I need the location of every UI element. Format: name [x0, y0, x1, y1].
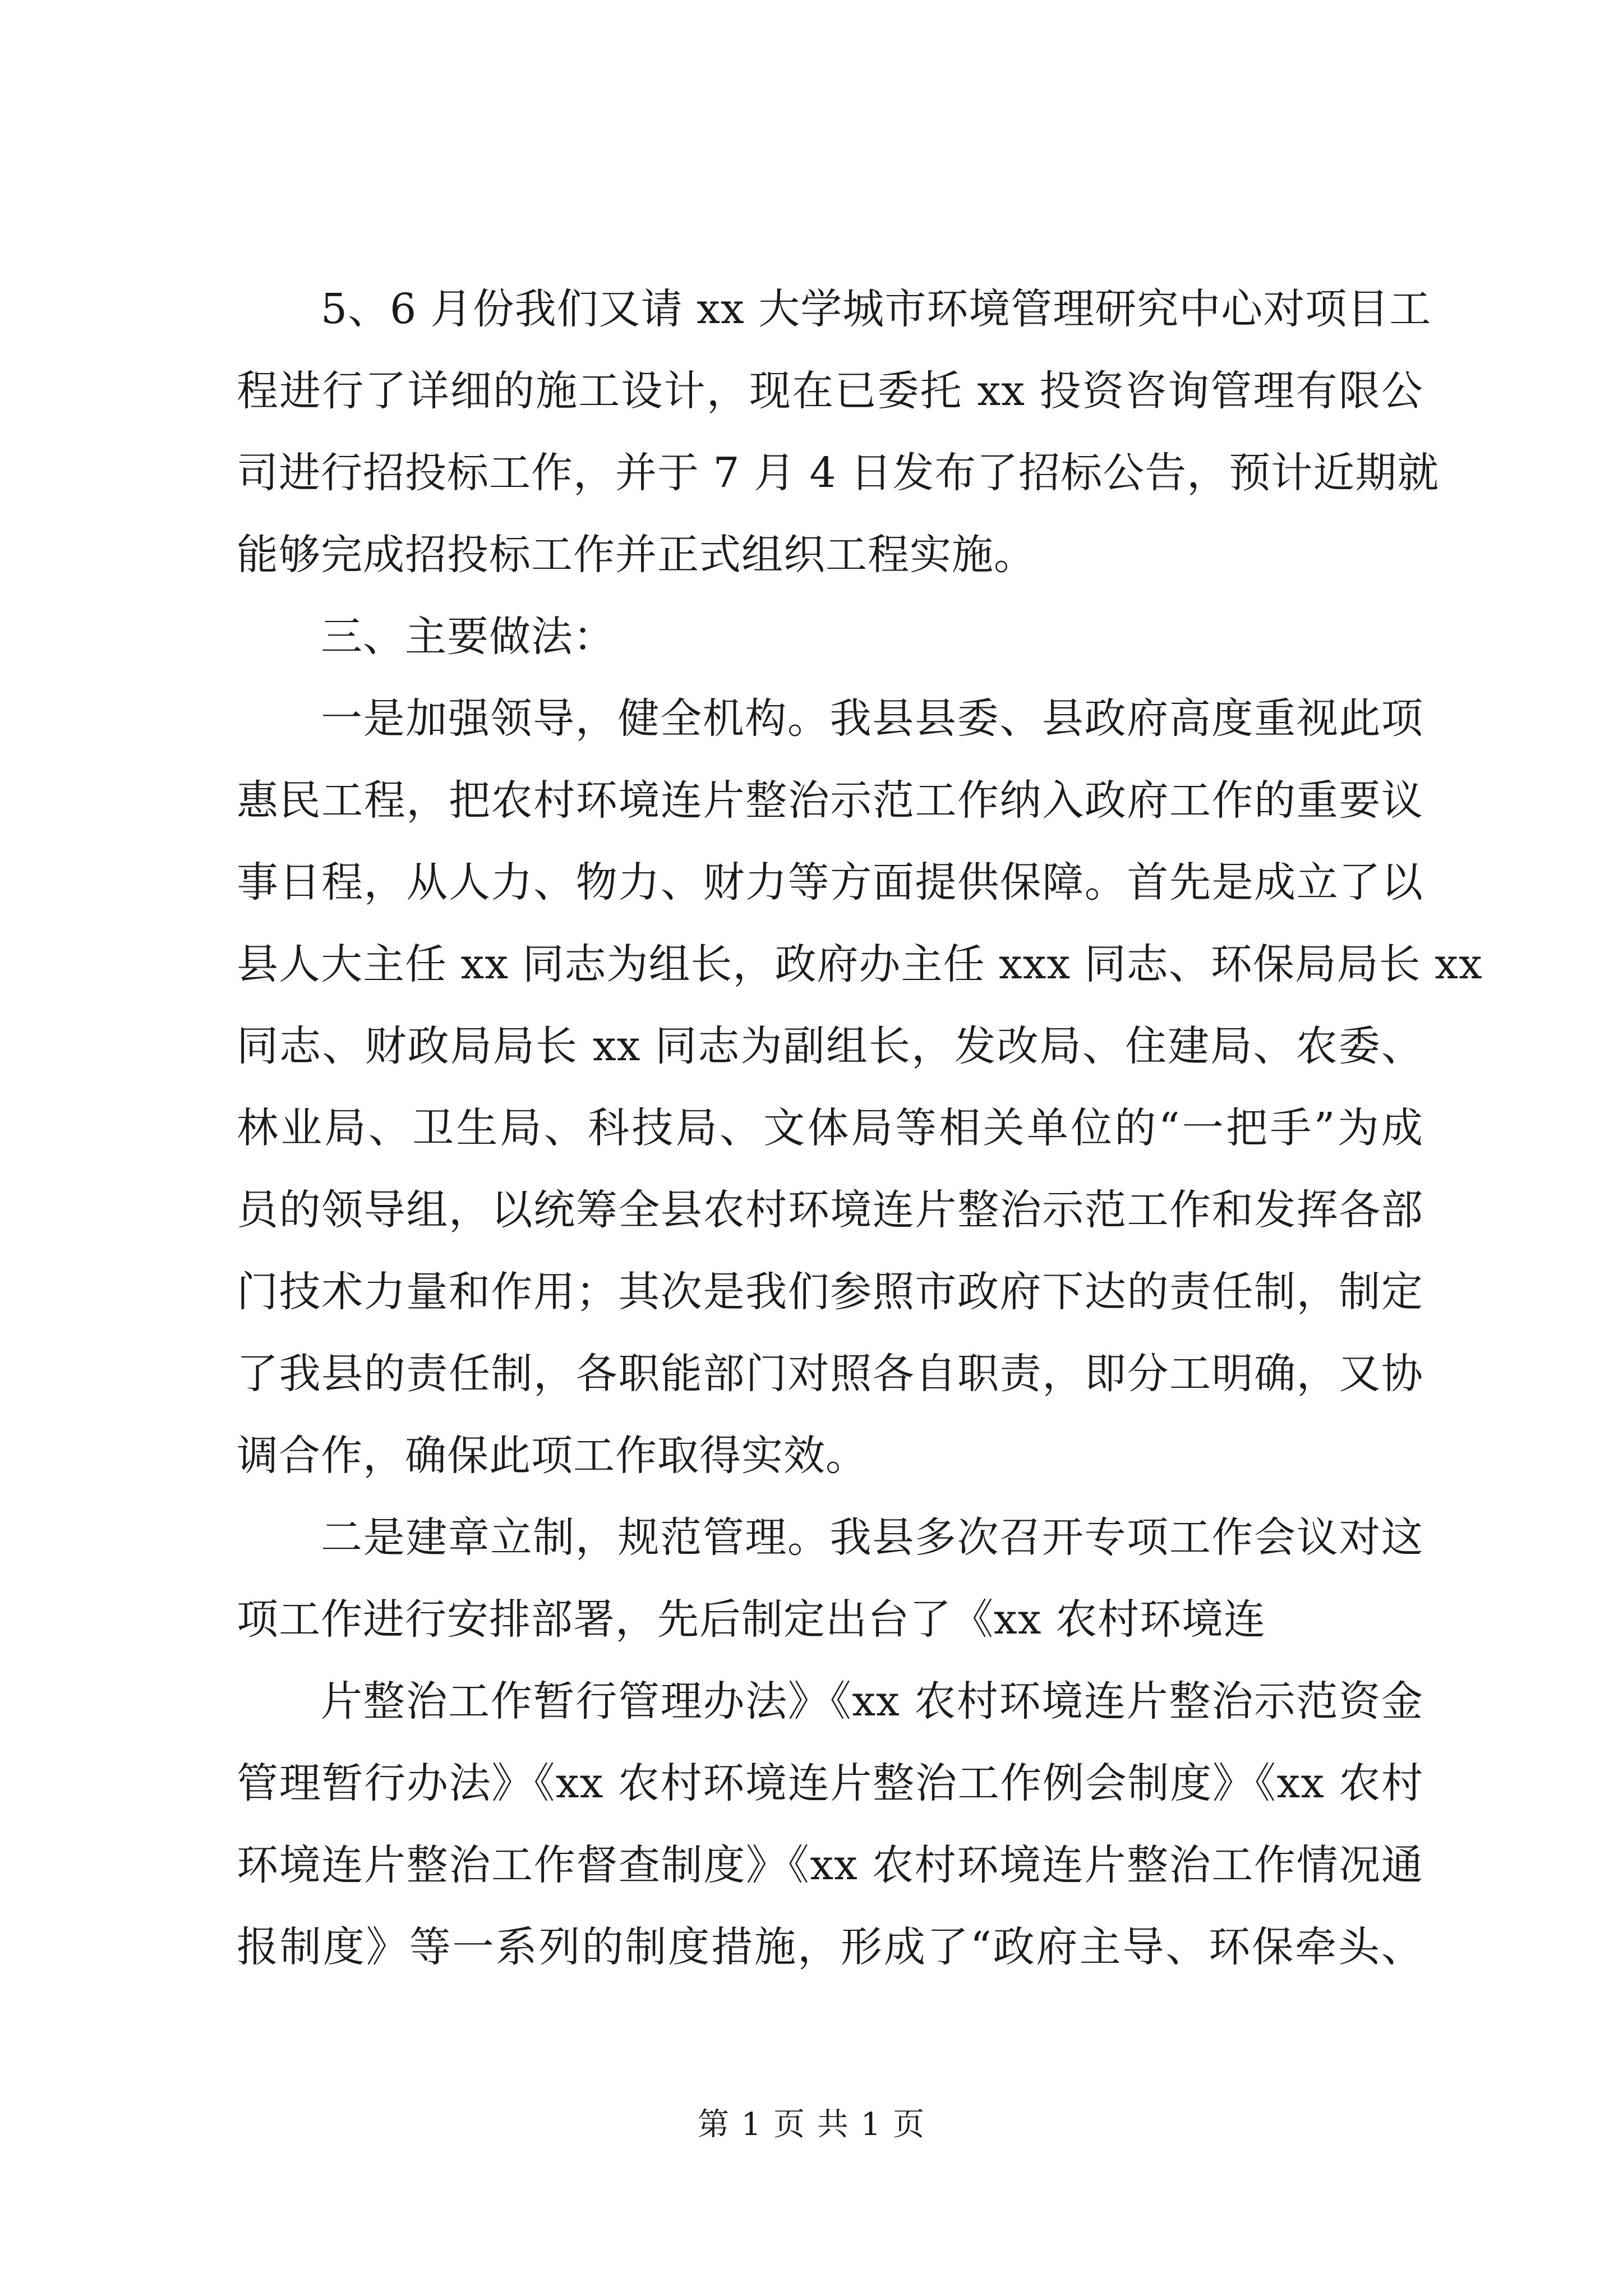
text-line: 门技术力量和作用；其次是我们参照市政府下达的责任制，制定 — [237, 1268, 1423, 1316]
text-line: 员的领导组，以统筹全县农村环境连片整治示范工作和发挥各部 — [237, 1186, 1423, 1234]
text-line: 项工作进行安排部署，先后制定出台了《xx 农村环境连 — [237, 1595, 1266, 1644]
text-line: 片整治工作暂行管理办法》《xx 农村环境连片整治示范资金 — [321, 1677, 1423, 1726]
text-line: 能够完成招投标工作并正式组织工程实施。 — [237, 531, 1036, 579]
text-line: 程进行了详细的施工设计，现在已委托 xx 投资咨询管理有限公 — [237, 367, 1423, 415]
document-body — [237, 268, 1483, 1988]
text-line: 县人大主任 xx 同志为组长，政府办主任 xxx 同志、环保局局长 xx — [237, 940, 1483, 988]
text-line: 司进行招投标工作，并于 7 月 4 日发布了招标公告，预计近期就 — [237, 449, 1440, 497]
page-number-footer: 第 1 页 共 1 页 — [697, 2106, 926, 2143]
text-line: 同志、财政局局长 xx 同志为副组长，发改局、住建局、农委、 — [237, 1022, 1423, 1070]
section-heading: 三、主要做法： — [321, 613, 615, 661]
text-line: 林业局、卫生局、科技局、文体局等相关单位的“一把手”为成 — [237, 1104, 1423, 1152]
text-line: 调合作，确保此项工作取得实效。 — [237, 1432, 868, 1480]
text-line: 一是加强领导，健全机构。我县县委、县政府高度重视此项 — [321, 694, 1423, 743]
text-line: 管理暂行办法》《xx 农村环境连片整治工作例会制度》《xx 农村 — [237, 1759, 1423, 1807]
text-line: 环境连片整治工作督查制度》《xx 农村环境连片整治工作情况通 — [237, 1841, 1423, 1889]
text-line: 报制度》等一系列的制度措施，形成了“政府主导、环保牵头、 — [237, 1923, 1423, 1971]
text-line: 事日程，从人力、物力、财力等方面提供保障。首先是成立了以 — [237, 858, 1423, 907]
text-line: 5、6 月份我们又请 xx 大学城市环境管理研究中心对项目工 — [321, 285, 1432, 333]
text-line: 二是建章立制，规范管理。我县多次召开专项工作会议对这 — [321, 1513, 1423, 1562]
text-line: 惠民工程，把农村环境连片整治示范工作纳入政府工作的重要议 — [237, 776, 1423, 825]
text-line: 了我县的责任制，各职能部门对照各自职责，即分工明确，又协 — [237, 1350, 1423, 1398]
